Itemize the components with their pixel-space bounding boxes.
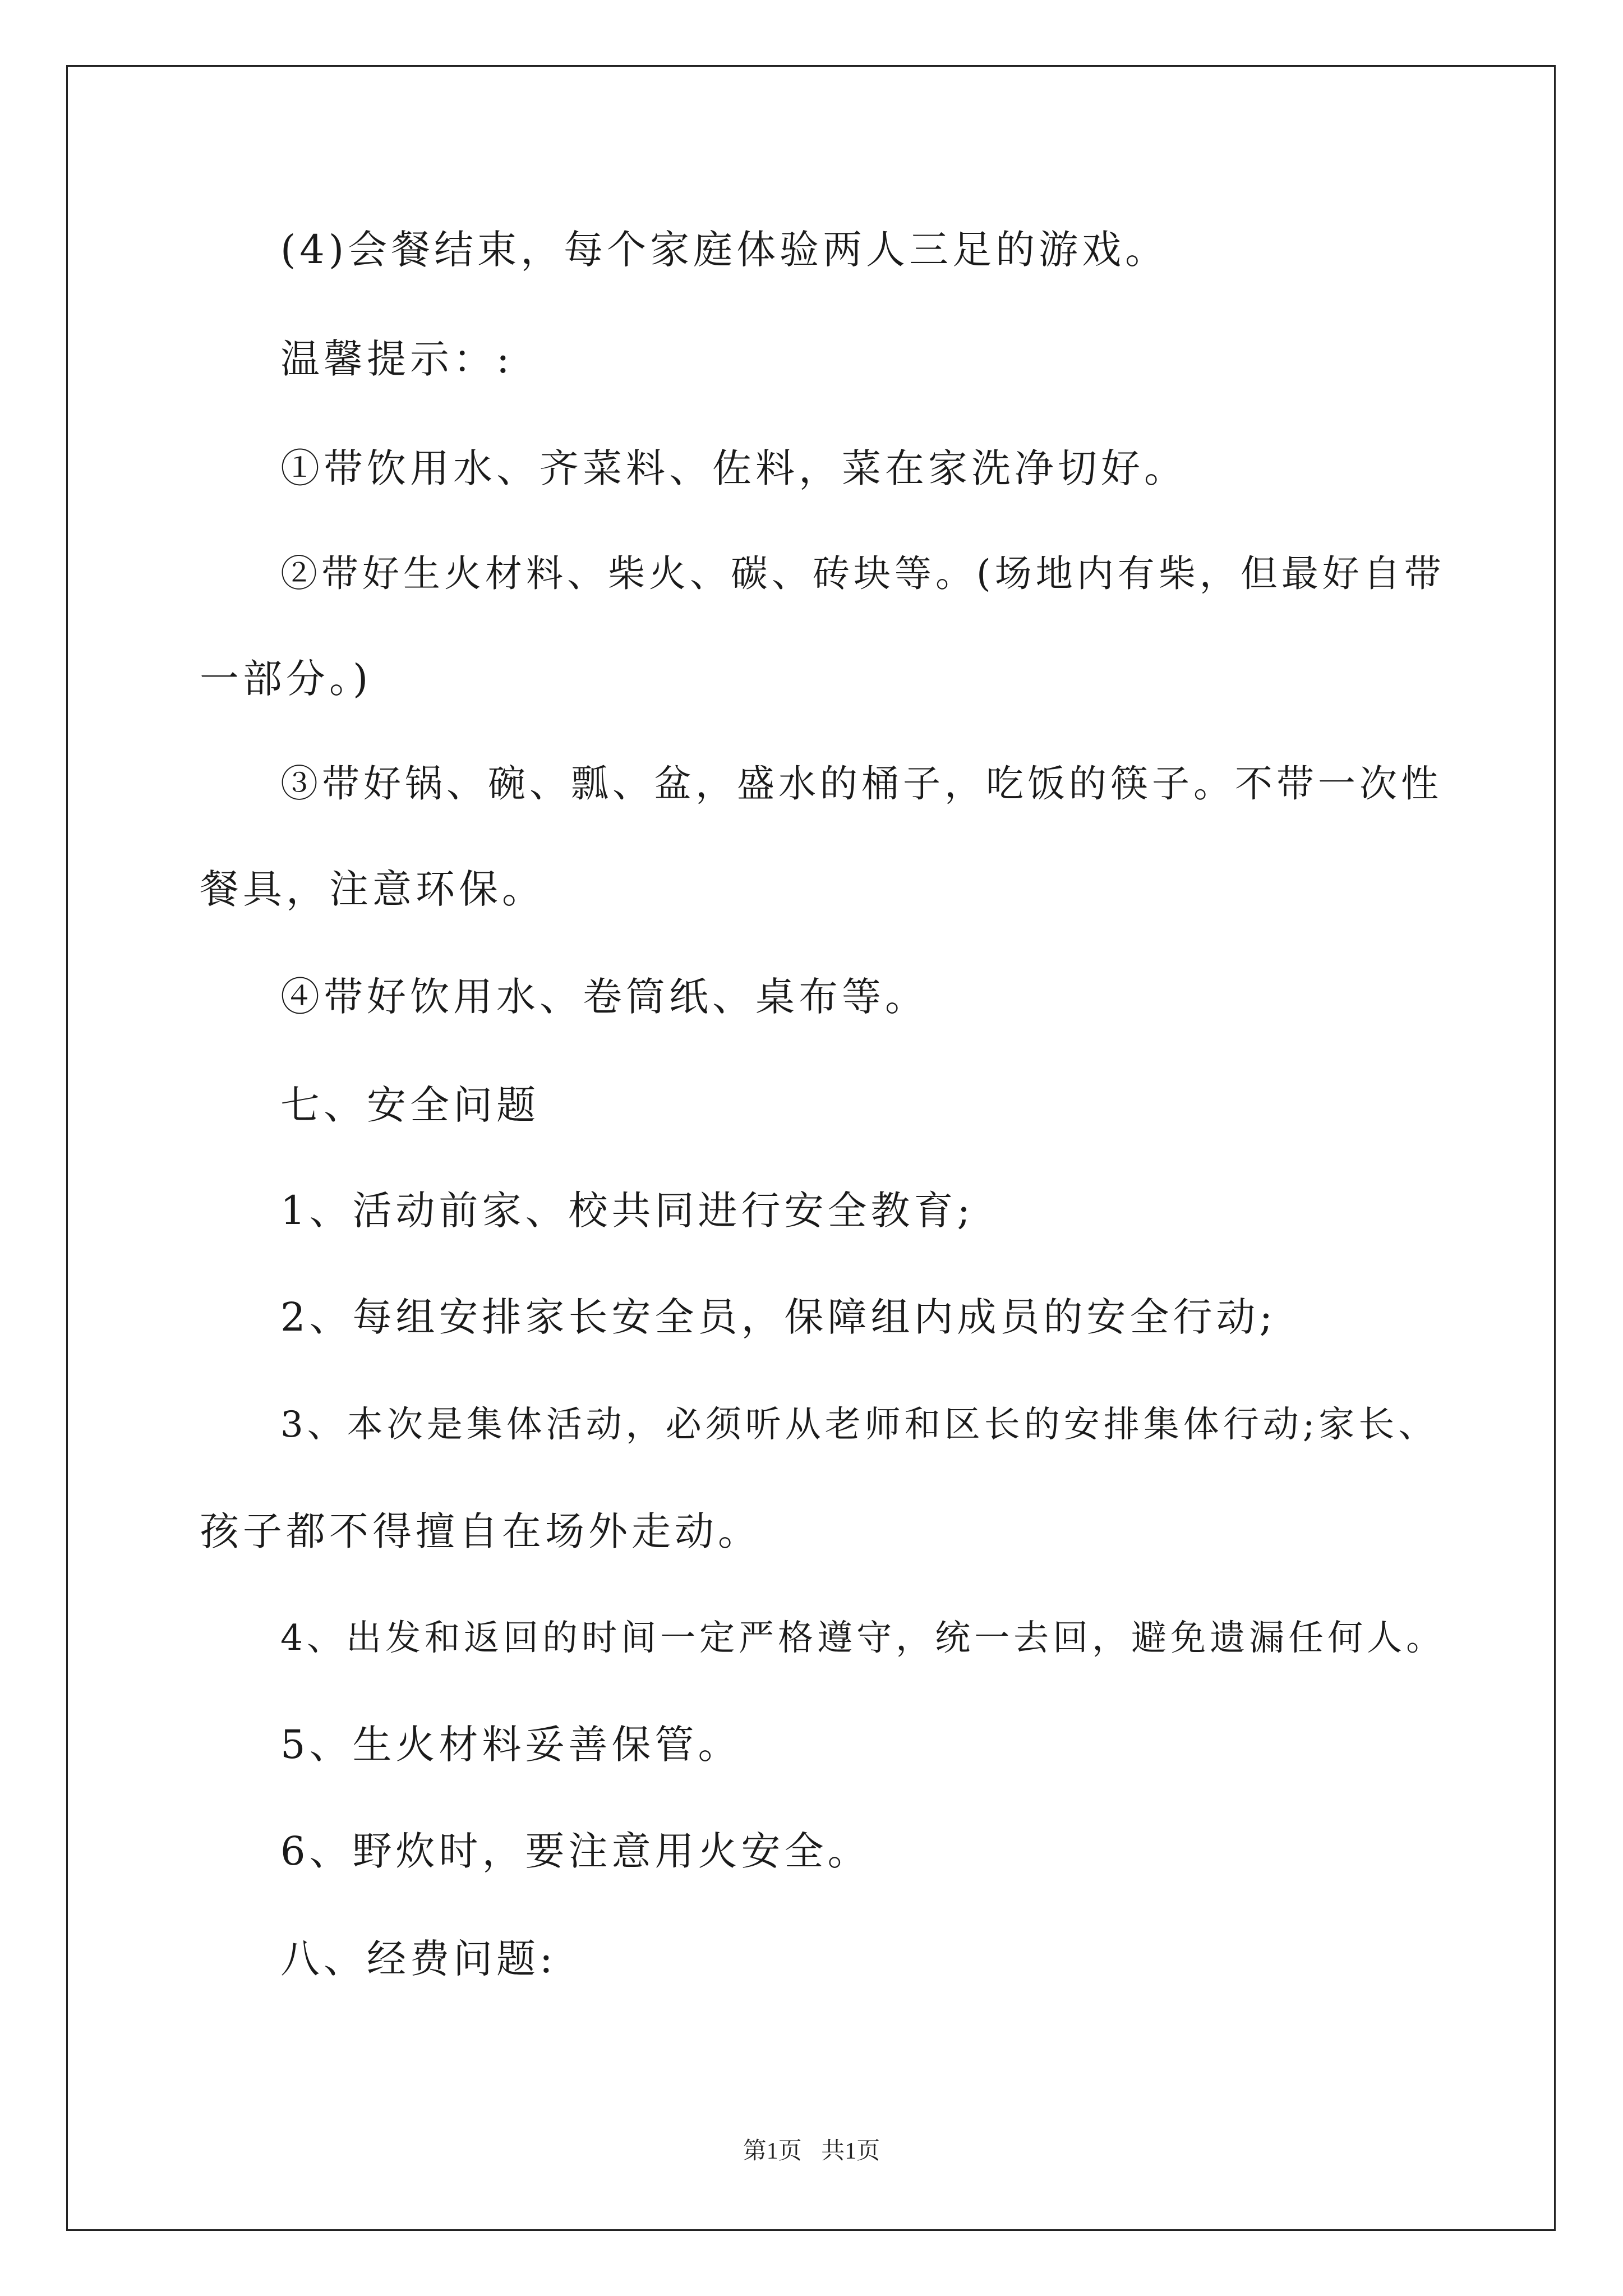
page-border — [66, 65, 1556, 2231]
paragraph-line: 6、野炊时，要注意用火安全。 — [280, 1828, 871, 1874]
paragraph-line: 3、本次是集体活动，必须听从老师和区长的安排集体行动;家长、 — [280, 1404, 1438, 1446]
paragraph-line: 餐具，注意环保。 — [200, 866, 545, 912]
paragraph-line: 1、活动前家、校共同进行安全教育; — [280, 1188, 975, 1234]
page-number-current: 第1页 — [743, 2138, 802, 2164]
paragraph-line: ①带饮用水、齐菜料、佐料，菜在家洗净切好。 — [280, 445, 1187, 491]
paragraph-line: 4、出发和返回的时间一定严格遵守，统一去回，避免遗漏任何人。 — [280, 1617, 1446, 1658]
paragraph-line: 2、每组安排家长安全员，保障组内成员的安全行动; — [280, 1294, 1277, 1340]
section-heading: 八、经费问题: — [280, 1936, 557, 1982]
page-footer — [0, 2137, 1623, 2165]
paragraph-line: 孩子都不得擅自在场外走动。 — [200, 1508, 761, 1554]
paragraph-line: 5、生火材料妥善保管。 — [280, 1722, 741, 1768]
paragraph-line: ④带好饮用水、卷筒纸、桌布等。 — [280, 974, 928, 1020]
section-heading: 七、安全问题 — [280, 1082, 540, 1128]
paragraph-line: 一部分。) — [200, 656, 372, 702]
page-number-total: 共1页 — [821, 2138, 880, 2164]
paragraph-line: ②带好生火材料、柴火、碳、砖块等。(场地内有柴，但最好自带 — [280, 552, 1445, 595]
paragraph-line: 温馨提示：: — [280, 336, 514, 382]
paragraph-line: ③带好锅、碗、瓢、盆，盛水的桶子，吃饭的筷子。不带一次性 — [280, 762, 1442, 806]
paragraph-line: (4)会餐结束，每个家庭体验两人三足的游戏。 — [280, 227, 1169, 273]
